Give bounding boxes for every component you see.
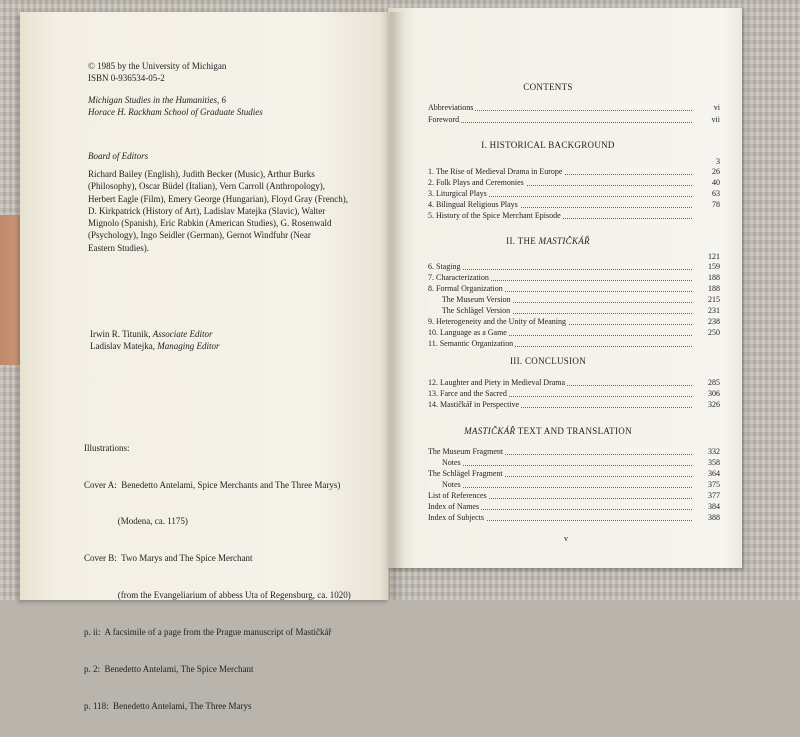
toc-entry-page: 26 xyxy=(712,167,720,176)
toc-entry-label: 14. Mastičkář in Perspective xyxy=(428,400,520,409)
school-line: Horace H. Rackham School of Graduate Studies xyxy=(88,107,263,117)
toc-entry-label: 5. History of the Spice Merchant Episode xyxy=(428,211,561,220)
toc-entry-page: 377 xyxy=(708,491,720,500)
board-heading: Board of Editors xyxy=(88,151,149,161)
toc-entry xyxy=(428,177,720,188)
illustration-line: p. 118: Benedetto Antelami, The Three Marys xyxy=(84,700,252,711)
toc-entry-label: 12. Laughter and Piety in Medieval Drama xyxy=(428,378,566,387)
toc-entry-label: 9. Heterogeneity and the Unity of Meaning xyxy=(428,317,566,326)
board-line: D. Kirkpatrick (History of Art), Ladislav Matejka (Slavic), Walter xyxy=(88,205,326,216)
board-line: Richard Bailey (English), Judith Becker (Music), Arthur Burks xyxy=(88,169,315,179)
toc-entry xyxy=(428,210,720,221)
associate-editor xyxy=(90,328,213,340)
illustrations-list xyxy=(84,454,351,737)
part2-first-page: 121 xyxy=(708,252,720,261)
part2-title-prefix: II. THE xyxy=(506,236,537,246)
page-number: v xyxy=(564,534,568,543)
toc-entry-label: The Schlägel Fragment xyxy=(428,469,503,478)
managing-editor-role: Managing Editor xyxy=(157,341,220,351)
toc-entry xyxy=(428,512,720,523)
part2-title-name: MASTIČKÁŘ xyxy=(538,236,590,246)
toc-entry-label: Index of Names xyxy=(428,502,480,511)
board-line: Herbert Eagle (Film), Emery George (Hungarian), Floyd Gray (French), xyxy=(88,193,348,204)
toc-entry-page: 358 xyxy=(708,458,720,467)
board-line: Mignolo (Spanish), Eric Rabkin (American Studies), G. Rosenwald xyxy=(88,218,332,229)
toc-entry-page: 326 xyxy=(708,400,720,409)
open-book xyxy=(20,8,742,711)
toc-entry-page: 332 xyxy=(708,447,720,456)
board-line: (Psychology), Ingo Seidler (German), Gernot Windfuhr (Near xyxy=(88,230,311,241)
toc-entry-page: 63 xyxy=(712,189,720,198)
part3-title: III. CONCLUSION xyxy=(510,356,586,366)
left-page xyxy=(20,12,389,711)
toc-entry xyxy=(428,479,720,490)
toc-entry-label: Foreword xyxy=(428,115,460,124)
toc-entry xyxy=(428,272,720,283)
toc-entry-page: 78 xyxy=(712,200,720,209)
associate-editor-role: Associate Editor xyxy=(152,329,213,339)
toc-entry-label: Index of Subjects xyxy=(428,513,484,522)
toc-entry xyxy=(428,102,720,113)
toc-entry xyxy=(428,114,720,125)
contents-title: CONTENTS xyxy=(523,82,573,92)
toc-entry-label: 6. Staging xyxy=(428,262,461,271)
toc-entry xyxy=(428,377,720,388)
illustration-line: p. 2: Benedetto Antelami, The Spice Merchant xyxy=(84,664,254,675)
managing-editor-name: Ladislav Matejka, xyxy=(90,341,155,351)
toc-entry-label: The Museum Version xyxy=(428,295,511,304)
toc-entry-label: 7. Characterization xyxy=(428,273,489,282)
toc-entry-page: 384 xyxy=(708,502,720,511)
toc-entry xyxy=(428,338,720,349)
toc-entry-label: 8. Formal Organization xyxy=(428,284,503,293)
toc-entry-label: 10. Language as a Game xyxy=(428,328,507,337)
toc-entry-page: 215 xyxy=(708,295,720,304)
toc-entry-label: Notes xyxy=(428,480,461,489)
copyright-line: © 1985 by the University of Michigan xyxy=(88,61,227,71)
toc-entry xyxy=(428,294,720,305)
toc-entry-label: 13. Farce and the Sacred xyxy=(428,389,507,398)
series-line: Michigan Studies in the Humanities, 6 xyxy=(88,95,226,105)
toc-entry-page: 250 xyxy=(708,328,720,337)
isbn-line: ISBN 0-936534-05-2 xyxy=(88,73,165,83)
toc-entry-label: Notes xyxy=(428,458,461,467)
toc-entry-label: Abbreviations xyxy=(428,103,474,112)
toc-entry-label: 2. Folk Plays and Ceremonies xyxy=(428,178,524,187)
book-gutter xyxy=(380,12,404,600)
board-list xyxy=(88,168,348,254)
toc-entry-label: The Museum Fragment xyxy=(428,447,504,456)
toc-entry xyxy=(428,188,720,199)
board-line: (Philosophy), Oscar Büdel (Italian), Vern Carroll (Anthropology), xyxy=(88,181,326,192)
illustration-line: Cover B: Two Marys and The Spice Merchant xyxy=(84,553,253,564)
managing-editor xyxy=(90,340,219,352)
part1-first-page: 3 xyxy=(716,157,720,166)
toc-entry xyxy=(428,490,720,501)
toc-entry-page: 40 xyxy=(712,178,720,187)
associate-editor-name: Irwin R. Titunik, xyxy=(90,329,151,339)
illustration-line: (Modena, ca. 1175) xyxy=(84,516,188,527)
toc-entry-page: 388 xyxy=(708,513,720,522)
toc-entry-page: 188 xyxy=(708,284,720,293)
toc-entry-page: 364 xyxy=(708,469,720,478)
toc-entry-page: 375 xyxy=(708,480,720,489)
board-line: Eastern Studies). xyxy=(88,242,149,253)
toc-entry xyxy=(428,327,720,338)
toc-entry xyxy=(428,388,720,399)
toc-entry-page: 238 xyxy=(708,317,720,326)
part4-title-name: MASTIČKÁŘ xyxy=(464,426,516,436)
illustration-line: p. ii: A facsimile of a page from the Prague manuscript of Mastičkář xyxy=(84,627,332,638)
toc-entry xyxy=(428,501,720,512)
toc-entry xyxy=(428,166,720,177)
right-page xyxy=(388,8,742,568)
toc-entry-label: List of References xyxy=(428,491,487,500)
illustration-line: (from the Evangeliarium of abbess Uta of Regensburg, ca. 1020) xyxy=(84,590,351,601)
toc-entry-page: 285 xyxy=(708,378,720,387)
toc-entry-page: 159 xyxy=(708,262,720,271)
toc-entry-page: 188 xyxy=(708,273,720,282)
toc-entry-page: 231 xyxy=(708,306,720,315)
toc-entry xyxy=(428,305,720,316)
toc-entry xyxy=(428,316,720,327)
toc-entry xyxy=(428,199,720,210)
toc-entry-label: 1. The Rise of Medieval Drama in Europe xyxy=(428,167,563,176)
toc-entry-page: vi xyxy=(713,103,720,112)
toc-entry-label: 3. Liturgical Plays xyxy=(428,189,487,198)
toc-entry-page: 306 xyxy=(708,389,720,398)
illustrations-heading: Illustrations: xyxy=(84,443,130,453)
toc-entry-page: vii xyxy=(711,115,720,124)
part4-title xyxy=(388,426,708,436)
toc-entry-label: The Schlägel Version xyxy=(428,306,511,315)
toc-entry-label: 4. Bilingual Religious Plays xyxy=(428,200,518,209)
part4-title-suffix: TEXT AND TRANSLATION xyxy=(517,426,632,436)
toc-entry xyxy=(428,468,720,479)
toc-entry xyxy=(428,457,720,468)
part2-title xyxy=(388,236,708,246)
toc-entry xyxy=(428,399,720,410)
toc-entry-label: 11. Semantic Organization xyxy=(428,339,514,348)
illustration-line: Cover A: Benedetto Antelami, Spice Merchants and The Three Marys) xyxy=(84,479,341,490)
toc-entry xyxy=(428,261,720,272)
part1-title: I. HISTORICAL BACKGROUND xyxy=(481,140,615,150)
toc-entry xyxy=(428,446,720,457)
toc-entry xyxy=(428,283,720,294)
